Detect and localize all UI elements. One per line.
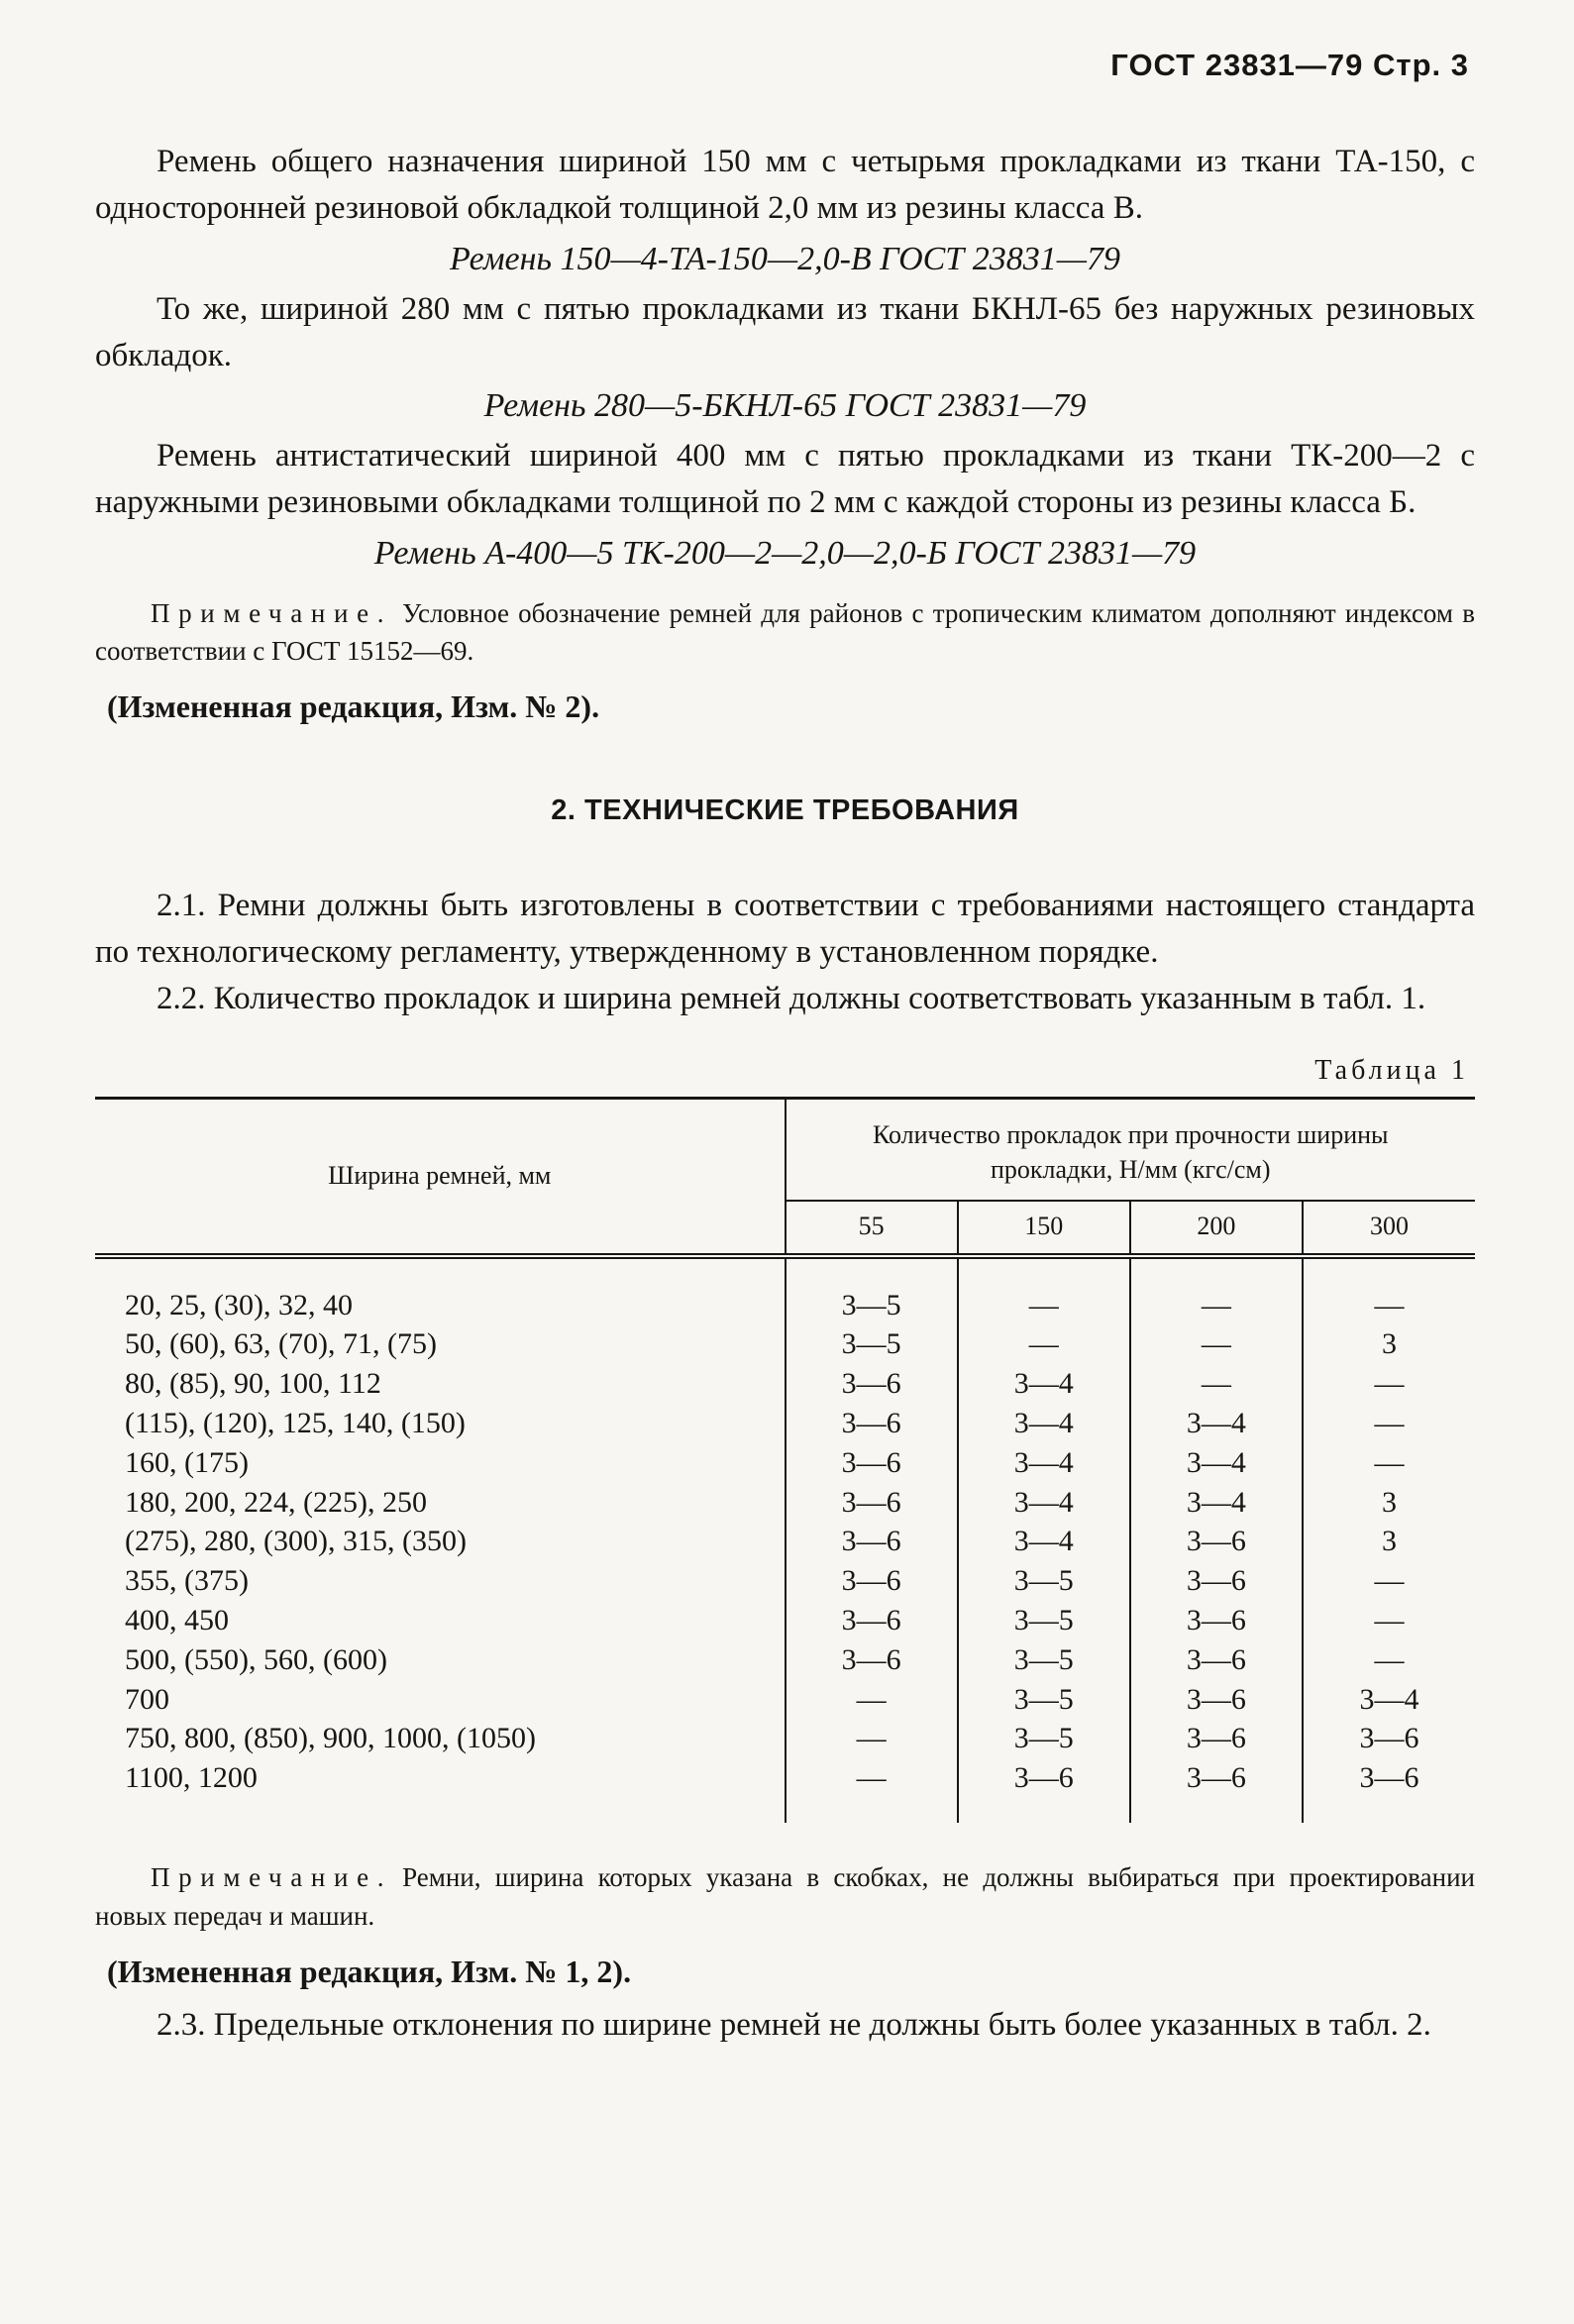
table-row — [95, 1256, 1475, 1325]
table-row — [95, 1364, 1475, 1404]
width-cell: 180, 200, 224, (225), 250 — [125, 1485, 427, 1519]
tropical-note-text: Условное обозначение ремней для районов с тропическим климатом дополняют индексом в соответствии с ГОСТ 15152—69. — [95, 598, 1475, 667]
width-cell: 20, 25, (30), 32, 40 — [125, 1288, 353, 1321]
group-header: Количество прокладок при прочности ширины прокладки, Н/мм (кгс/см) — [786, 1099, 1476, 1201]
table-note-label: Примечание. — [151, 1861, 393, 1892]
designation-belt-280: Ремень 280—5-БКНЛ-65 ГОСТ 23831—79 — [483, 387, 1087, 425]
ply-value-cell: 3—6 — [1130, 1522, 1303, 1561]
ply-value-cell: 3—5 — [958, 1561, 1130, 1601]
amendment-izm-2: (Измененная редакция, Изм. № 2). — [107, 687, 600, 724]
ply-value-cell: — — [1303, 1561, 1475, 1601]
width-cell: 355, (375) — [125, 1564, 249, 1598]
paragraph-2-2: 2.2. Количество прокладок и ширина ремней должны соответствовать указанным в табл. 1. — [157, 980, 1426, 1016]
ply-value-cell: 3—6 — [786, 1561, 958, 1601]
ply-value-cell: — — [1303, 1601, 1475, 1640]
ply-value-cell: 3—4 — [958, 1443, 1130, 1483]
width-cell: 700 — [125, 1682, 169, 1716]
ply-value-cell: 3—5 — [958, 1601, 1130, 1640]
designation-belt-400: Ремень А-400—5 ТК-200—2—2,0—2,0-Б ГОСТ 23831—79 — [373, 535, 1197, 573]
width-cell: 400, 450 — [125, 1603, 229, 1637]
ply-value-cell: 3—4 — [1130, 1443, 1303, 1483]
table-caption: Таблица 1 — [1314, 1055, 1469, 1087]
table-row — [95, 1324, 1475, 1364]
table-row — [95, 1601, 1475, 1640]
ply-value-cell: 3—6 — [1130, 1680, 1303, 1720]
table-note-text: Ремни, ширина которых указана в скобках, не должны выбираться при проектировании новых передач и машин. — [95, 1861, 1475, 1932]
ply-value-cell: 3—4 — [958, 1364, 1130, 1404]
section-heading: 2. ТЕХНИЧЕСКИЕ ТРЕБОВАНИЯ — [551, 793, 1019, 826]
ply-value-cell: — — [1130, 1256, 1303, 1325]
table-row — [95, 1640, 1475, 1680]
subheader-cell: 300 — [1303, 1201, 1475, 1256]
ply-value-cell: 3—5 — [958, 1719, 1130, 1758]
table-row — [95, 1404, 1475, 1443]
ply-value-cell: 3—6 — [786, 1522, 958, 1561]
ply-value-cell: 3—4 — [1130, 1483, 1303, 1523]
table-header-row-group — [95, 1099, 1475, 1201]
table-note — [95, 1858, 1475, 1936]
ply-value-cell: 3—6 — [1130, 1601, 1303, 1640]
tropical-note — [95, 594, 1475, 671]
ply-value-cell: 3—6 — [958, 1758, 1130, 1823]
ply-value-cell: — — [1303, 1443, 1475, 1483]
paragraph-2-1: 2.1. Ремни должны быть изготовлены в соответствии с требованиями настоящего стандарта по технологическому регламенту, утвержденному в установленном порядке. — [95, 887, 1475, 970]
ply-value-cell: 3—4 — [958, 1522, 1130, 1561]
table-row — [95, 1680, 1475, 1720]
width-cell: 160, (175) — [125, 1445, 249, 1479]
width-cell: 1100, 1200 — [125, 1761, 258, 1795]
belt-ply-table — [95, 1097, 1475, 1823]
subheader-cell: 150 — [958, 1201, 1130, 1256]
ply-value-cell: 3—6 — [1303, 1719, 1475, 1758]
paragraph-belt-400: Ремень антистатический шириной 400 мм с пятью прокладками из ткани ТК-200—2 с наружными резиновыми обкладками толщиной по 2 мм с каждой стороны из резины класса Б. — [95, 438, 1475, 521]
ply-value-cell: 3—5 — [958, 1640, 1130, 1680]
ply-value-cell: 3—6 — [786, 1443, 958, 1483]
amendment-izm-1-2: (Измененная редакция, Изм. № 1, 2). — [107, 1954, 632, 1990]
ply-value-cell: — — [786, 1719, 958, 1758]
ply-value-cell: 3—5 — [958, 1680, 1130, 1720]
ply-value-cell: 3 — [1303, 1324, 1475, 1364]
table-body — [95, 1256, 1475, 1823]
ply-value-cell: 3—4 — [958, 1483, 1130, 1523]
ply-value-cell: — — [1303, 1640, 1475, 1680]
paragraph-belt-150: Ремень общего назначения шириной 150 мм с четырьмя прокладками из ткани ТА-150, с односторонней резиновой обкладкой толщиной 2,0 мм из резины класса В. — [95, 144, 1475, 226]
ply-value-cell: — — [958, 1324, 1130, 1364]
table-header — [95, 1099, 1475, 1256]
doc-header: ГОСТ 23831—79 Стр. 3 — [1110, 48, 1469, 82]
ply-value-cell: 3—6 — [1130, 1758, 1303, 1823]
tropical-note-label: Примечание. — [151, 598, 393, 629]
width-cell: 80, (85), 90, 100, 112 — [125, 1367, 381, 1401]
ply-value-cell: 3—6 — [786, 1601, 958, 1640]
ply-value-cell: 3—4 — [1130, 1404, 1303, 1443]
ply-value-cell: 3—6 — [786, 1404, 958, 1443]
width-cell: 50, (60), 63, (70), 71, (75) — [125, 1327, 437, 1361]
subheader-cell: 200 — [1130, 1201, 1303, 1256]
ply-value-cell: — — [958, 1256, 1130, 1325]
ply-value-cell: 3—6 — [1130, 1561, 1303, 1601]
width-column-header: Ширина ремней, мм — [95, 1099, 786, 1256]
ply-value-cell: — — [786, 1758, 958, 1823]
table-row — [95, 1522, 1475, 1561]
ply-value-cell: — — [1303, 1404, 1475, 1443]
table-row — [95, 1443, 1475, 1483]
ply-value-cell: — — [1303, 1364, 1475, 1404]
ply-value-cell: 3—6 — [1130, 1640, 1303, 1680]
ply-value-cell: 3—6 — [786, 1483, 958, 1523]
ply-value-cell: 3—6 — [1130, 1719, 1303, 1758]
ply-value-cell: 3 — [1303, 1483, 1475, 1523]
ply-value-cell: 3—4 — [958, 1404, 1130, 1443]
ply-value-cell: 3—6 — [786, 1640, 958, 1680]
width-cell: 750, 800, (850), 900, 1000, (1050) — [125, 1722, 536, 1755]
table-row — [95, 1758, 1475, 1823]
ply-value-cell: 3—6 — [1303, 1758, 1475, 1823]
paragraph-2-3: 2.3. Предельные отклонения по ширине ремней не должны быть более указанных в табл. 2. — [157, 2007, 1431, 2044]
ply-value-cell: 3—5 — [786, 1324, 958, 1364]
ply-value-cell: 3 — [1303, 1522, 1475, 1561]
width-cell: 500, (550), 560, (600) — [125, 1642, 387, 1676]
paragraph-belt-280: То же, шириной 280 мм с пятью прокладками из ткани БКНЛ-65 без наружных резиновых обкладок. — [95, 290, 1475, 373]
ply-value-cell: 3—6 — [786, 1364, 958, 1404]
table-row — [95, 1561, 1475, 1601]
ply-value-cell: — — [1303, 1256, 1475, 1325]
ply-value-cell: — — [1130, 1364, 1303, 1404]
designation-belt-150: Ремень 150—4-ТА-150—2,0-В ГОСТ 23831—79 — [450, 240, 1120, 277]
table-row — [95, 1719, 1475, 1758]
ply-value-cell: — — [1130, 1324, 1303, 1364]
ply-value-cell: — — [786, 1680, 958, 1720]
width-cell: (275), 280, (300), 315, (350) — [125, 1525, 467, 1558]
ply-value-cell: 3—5 — [786, 1256, 958, 1325]
subheader-cell: 55 — [786, 1201, 958, 1256]
table-row — [95, 1483, 1475, 1523]
ply-value-cell: 3—4 — [1303, 1680, 1475, 1720]
width-cell: (115), (120), 125, 140, (150) — [125, 1406, 466, 1439]
